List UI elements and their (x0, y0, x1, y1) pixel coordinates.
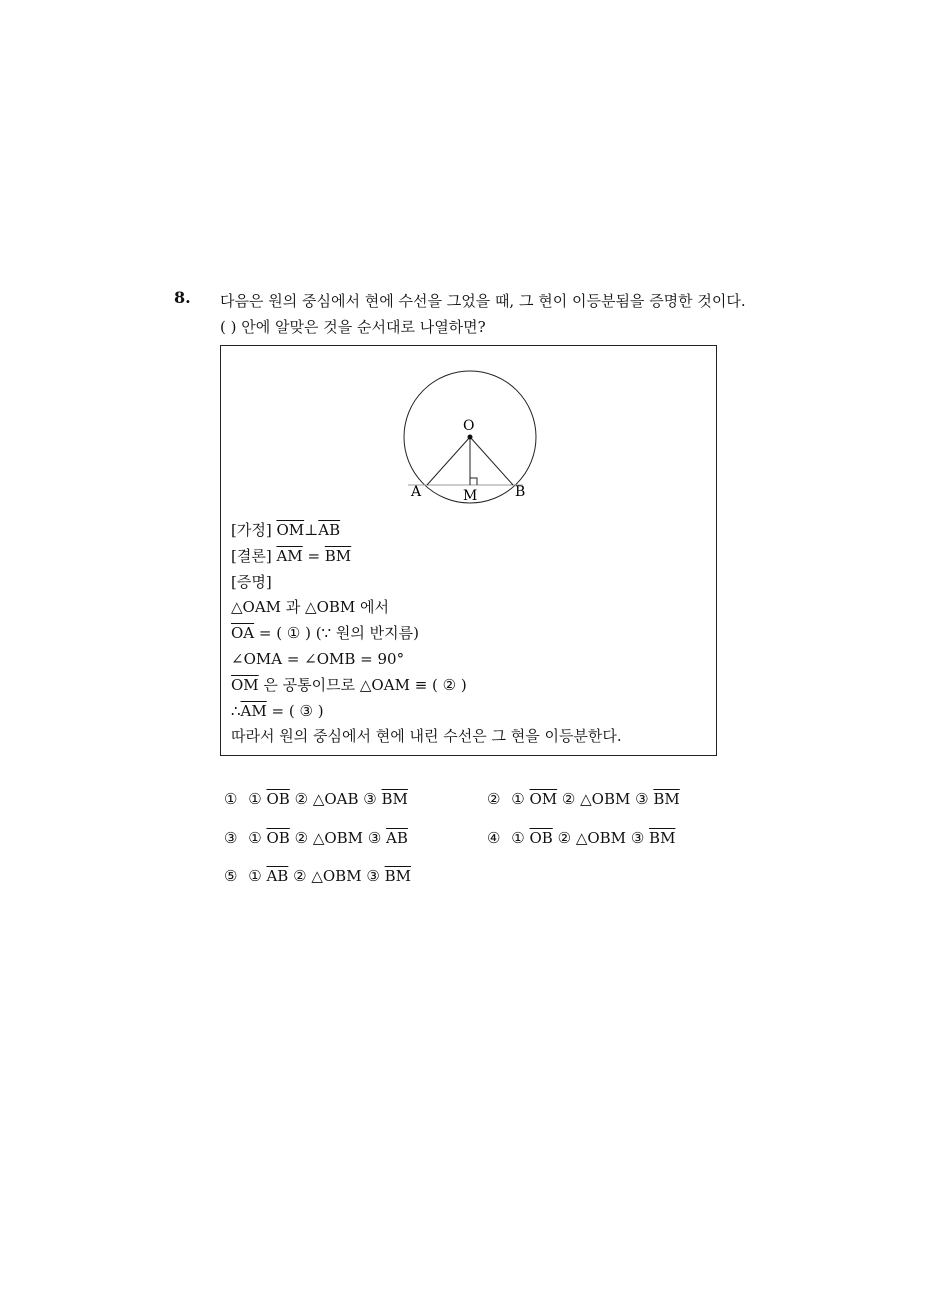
choice-4-c: $\overline{BM}$ (649, 829, 676, 847)
right-angle-mark (470, 478, 477, 485)
proof-line-7 (231, 673, 622, 699)
choice-number: ② (487, 790, 501, 808)
marker-1: ① (511, 829, 525, 847)
segment-am-text-2: $\overline{AM}$ (240, 701, 267, 720)
proof-label: [증명] (231, 572, 272, 591)
choice-3-a: $\overline{OB}$ (266, 829, 290, 847)
label-o: O (463, 418, 475, 434)
choice-number: ⑤ (224, 867, 238, 885)
marker-3: ③ (363, 790, 377, 808)
choice-number: ③ (224, 829, 238, 847)
choice-number: ① (224, 790, 238, 808)
therefore-symbol: ∴ (231, 701, 241, 720)
proof-line-7-rest: 은 공통이므로 △OAM ≡ ( ② ) (258, 675, 467, 694)
choice-1-b: △OAB (312, 790, 359, 808)
choice-5-a: $\overline{AB}$ (266, 867, 289, 885)
label-a: A (411, 484, 422, 500)
choice-4-b: △OBM (575, 829, 627, 847)
segment-ab-text: $\overline{AB}$ (318, 521, 341, 539)
center-point (468, 435, 473, 440)
hypothesis-label: [가정] (231, 521, 272, 539)
circle-figure (401, 356, 541, 506)
marker-2: ② (294, 790, 309, 808)
proof-line-9: 따라서 원의 중심에서 현에 내린 수선은 그 현을 이등분한다. (231, 727, 622, 746)
choice-2-a: $\overline{OM}$ (529, 790, 558, 808)
proof-line-4: △OAM 과 △OBM 에서 (231, 598, 390, 617)
choice-1-a: $\overline{OB}$ (266, 790, 290, 808)
segment-bm-text: $\overline{BM}$ (324, 546, 352, 565)
marker-1: ① (248, 829, 262, 847)
segment-om-text: $\overline{OM}$ (276, 521, 305, 539)
marker-3: ③ (630, 829, 645, 847)
proof-line-6: ∠OMA = ∠OMB = 90° (231, 649, 405, 668)
choice-2-b: △OBM (580, 790, 631, 808)
choice-1[interactable] (224, 790, 408, 808)
choice-number: ④ (487, 829, 501, 847)
marker-3: ③ (635, 790, 649, 808)
marker-2: ② (294, 829, 309, 847)
marker-1: ① (248, 867, 262, 885)
segment-oa-text: $\overline{OA}$ (231, 624, 255, 643)
choice-1-c: $\overline{BM}$ (381, 790, 408, 808)
proof-line-5 (231, 621, 622, 647)
marker-1: ① (511, 790, 525, 808)
label-b: B (515, 484, 526, 500)
segment-am-text: $\overline{AM}$ (276, 546, 303, 565)
choice-2-c: $\overline{BM}$ (653, 790, 680, 808)
equals-symbol: = (302, 546, 325, 565)
choice-2[interactable] (487, 790, 680, 808)
choice-3-b: △OBM (312, 829, 364, 847)
proof-line-8-rest: = ( ③ ) (266, 701, 324, 720)
choice-4-a: $\overline{OB}$ (529, 829, 553, 847)
question-text-line-1: 다음은 원의 중심에서 현에 수선을 그었을 때, 그 현이 이등분됨을 증명한 것이다. (220, 292, 746, 310)
choice-5-c: $\overline{BM}$ (384, 867, 411, 885)
hypothesis-line (231, 518, 622, 544)
marker-2: ② (557, 829, 572, 847)
marker-2: ② (293, 867, 307, 885)
question-text-line-2: ( ) 안에 알맞은 것을 순서대로 나열하면? (220, 318, 486, 336)
perpendicular-symbol: ⊥ (304, 521, 319, 539)
question-number: 8. (174, 288, 191, 307)
marker-3: ③ (367, 829, 382, 847)
choice-4[interactable] (487, 829, 675, 847)
marker-3: ③ (366, 867, 380, 885)
label-m: M (463, 488, 478, 504)
choice-5[interactable] (224, 867, 411, 885)
segment-om-text-2: $\overline{OM}$ (231, 675, 259, 694)
proof-line-8 (231, 699, 622, 725)
marker-1: ① (248, 790, 262, 808)
conclusion-label: [결론] (231, 546, 272, 565)
segment-oa (427, 437, 470, 485)
choice-3-c: $\overline{AB}$ (386, 829, 408, 847)
proof-text (231, 518, 622, 750)
choice-3[interactable] (224, 829, 408, 847)
proof-box (220, 345, 717, 756)
proof-line-5-rest: = ( ① ) (∵ 원의 반지름) (254, 624, 419, 643)
conclusion-line (231, 544, 622, 570)
choice-5-b: △OBM (311, 867, 362, 885)
marker-2: ② (561, 790, 576, 808)
